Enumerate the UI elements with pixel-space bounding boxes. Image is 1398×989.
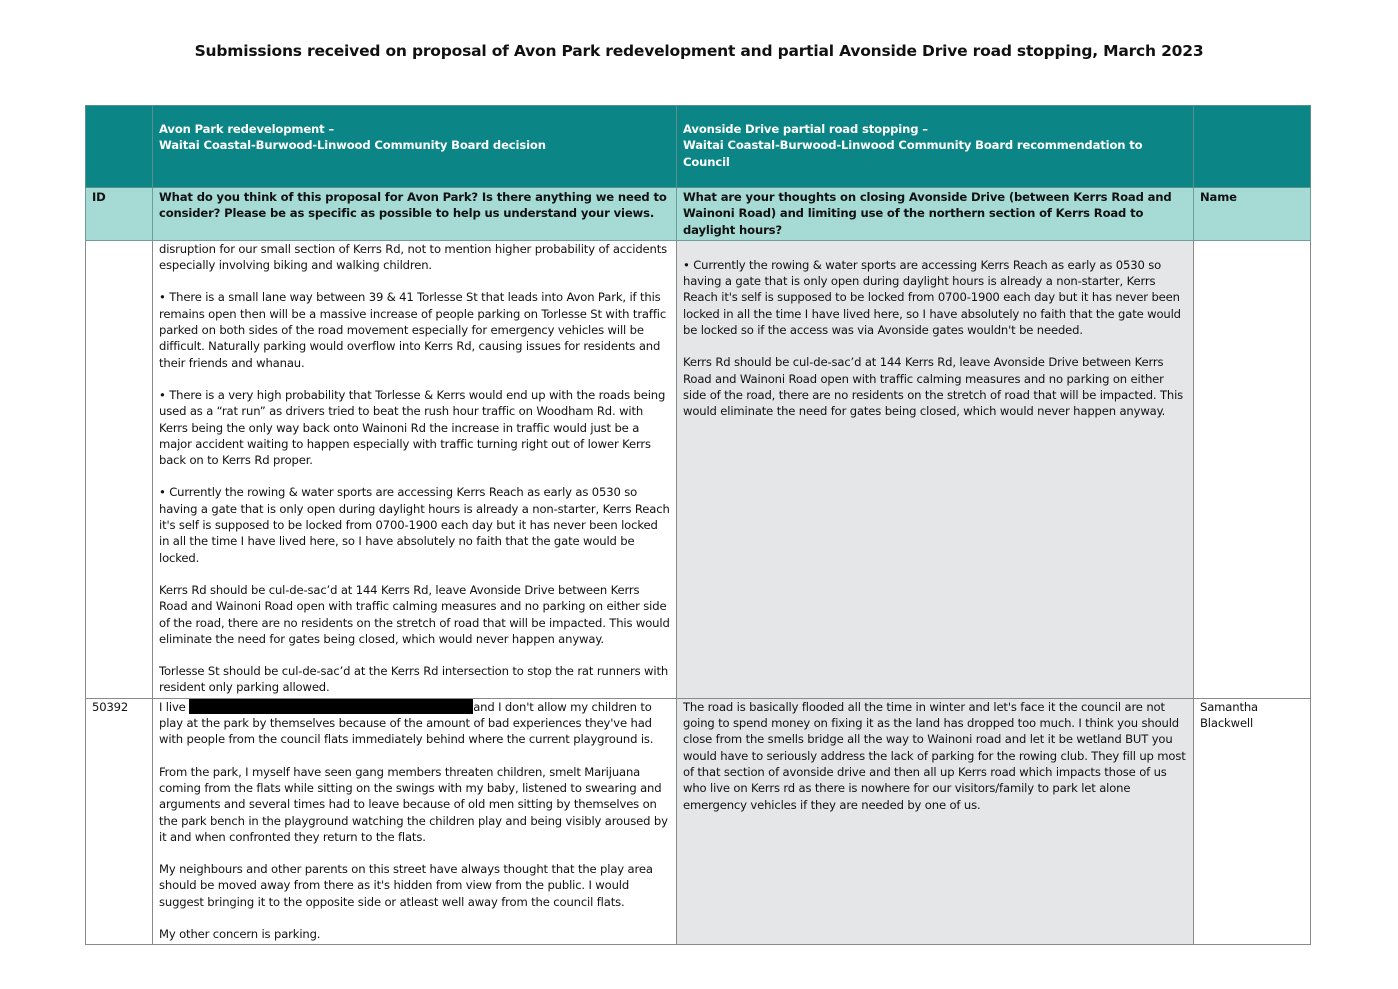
- response-paragraph: [159, 699, 670, 748]
- submission-id: 50392: [86, 698, 153, 945]
- submitter-name: [1194, 698, 1311, 945]
- response-paragraph: My other concern is parking.: [159, 926, 321, 941]
- response-paragraph: disruption for our small section of Kerrs Rd, not to mention higher probability of accidents especially involving biking and walking children.: [159, 241, 668, 273]
- column-header-question2: What are your thoughts on closing Avonside Drive (between Kerrs Road and Wainoni Road) and limiting use of the northern section of Kerrs Road to daylight hours?: [677, 188, 1194, 241]
- question-header-row: [86, 188, 1311, 241]
- response-paragraph: • Currently the rowing & water sports are accessing Kerrs Reach as early as 0530 so having a gate that is only open during daylight hours is already a non-starter, Kerrs Reach it's self is supposed to be locked from 0700-1900 each day but it has never been locked in all the time I have lived here, so I have absolutely no faith that the gate would be locked.: [159, 485, 670, 565]
- table-row: [86, 240, 1311, 698]
- response-paragraph: • Currently the rowing & water sports are accessing Kerrs Reach as early as 0530 so having a gate that is only open during daylight hours is already a non-starter, Kerrs Reach it's self is supposed to be locked from 0700-1900 each day but it has never been locked in all the time I have lived here, so I have absolutely no faith that the gate would be locked so if the access was via Avonside gates wouldn't be needed.: [683, 257, 1181, 338]
- submitter-name-line: Blackwell: [1200, 716, 1254, 731]
- avonside-response: [677, 698, 1194, 945]
- response-text-rest: and I don't allow my children to play at the park by themselves because of the amount of bad experiences they've had with people from the council flats immediately behind where the current playground is.: [159, 699, 654, 747]
- header-avon-park-line1: Avon Park redevelopment –: [159, 122, 335, 136]
- header-avonside: [677, 106, 1194, 188]
- page-title: Submissions received on proposal of Avon Park redevelopment and partial Avonside Drive road stopping, March 2023: [194, 42, 1204, 60]
- header-avon-park-line2: Waitai Coastal-Burwood-Linwood Community Board decision: [159, 138, 546, 153]
- table-row: [86, 698, 1311, 945]
- response-paragraph: Kerrs Rd should be cul-de-sac’d at 144 Kerrs Rd, leave Avonside Drive between Kerrs Road and Wainoni Road open with traffic calming measures and no parking on either side of the road, there are no residents on the stretch of road that will be impacted. This would eliminate the need for gates being closed, which would never happen anyway.: [683, 355, 1184, 419]
- column-header-question1: What do you think of this proposal for Avon Park? Is there anything we need to consider? Please be as specific as possible to help us understand your views.: [153, 188, 677, 241]
- submitter-name-line: Samantha: [1200, 699, 1259, 714]
- avon-park-response: [153, 240, 677, 698]
- header-name-blank: [1194, 106, 1311, 188]
- response-paragraph: • There is a small lane way between 39 & 41 Torlesse St that leads into Avon Park, if this remains open then will be a massive increase of people parking on Torlesse St with traffic parked on both sides of the road movement especially for emergency vehicles will be difficult. Naturally parking would overflow into Kerrs Rd, causing issues for residents and their friends and whanau.: [159, 290, 667, 370]
- header-avonside-line1: Avonside Drive partial road stopping –: [683, 122, 928, 136]
- response-text-start: I live: [159, 699, 190, 714]
- response-paragraph: From the park, I myself have seen gang members threaten children, smelt Marijuana coming from the flats while sitting on the swings with my baby, listened to swearing and arguments and several times had to leave because of old men sitting by themselves on the park bench in the playground watching the children play and being visibly aroused by it and when confronted they return to the flats.: [159, 764, 668, 844]
- response-paragraph: The road is basically flooded all the time in winter and let's face it the council are not going to spend money on fixing it as the land has dropped too much. I think you should close from the smells bridge all the way to Wainoni road and let it be wetland BUT you would have to seriously address the lack of parking for the rowing club. They fill up most of that section of avonside drive and then all up Kerrs road which impacts those of us who live on Kerrs rd as there is nowhere for our visitors/family to park let alone emergency vehicles if they are needed by one of us.: [683, 699, 1186, 812]
- header-avonside-line2: Waitai Coastal-Burwood-Linwood Community Board recommendation to Council: [683, 138, 1143, 169]
- submission-id: [86, 240, 153, 698]
- header-avon-park: [153, 106, 677, 188]
- submitter-name: [1194, 240, 1311, 698]
- column-header-name: Name: [1194, 188, 1311, 241]
- response-paragraph: Kerrs Rd should be cul-de-sac’d at 144 Kerrs Rd, leave Avonside Drive between Kerrs Road and Wainoni Road open with traffic calming measures and no parking on either side of the road, there are no residents on the stretch of road that will be impacted. This would eliminate the need for gates being closed, which would never happen anyway.: [159, 582, 670, 646]
- submissions-table: [85, 105, 1311, 945]
- response-paragraph: • There is a very high probability that Torlesse & Kerrs would end up with the roads being used as a “rat run” as drivers tried to beat the rush hour traffic on Woodham Rd. with Kerrs being the only way back onto Wainoni Rd the increase in traffic would just be a major accident waiting to happen especially with traffic turning right out of lower Kerrs back on to Kerrs Rd proper.: [159, 387, 666, 468]
- avonside-response: [677, 240, 1194, 698]
- section-header-row: [86, 106, 1311, 188]
- header-id-blank: [86, 106, 153, 188]
- response-paragraph: Torlesse St should be cul-de-sac’d at the Kerrs Rd intersection to stop the rat runners with resident only parking allowed.: [159, 664, 669, 695]
- avon-park-response: [153, 698, 677, 945]
- redaction-block: [189, 699, 473, 714]
- response-paragraph: My neighbours and other parents on this street have always thought that the play area should be moved away from there as it's hidden from view from the public. I would suggest bringing it to the opposite side or atleast well away from the council flats.: [159, 862, 653, 909]
- column-header-id: ID: [86, 188, 153, 241]
